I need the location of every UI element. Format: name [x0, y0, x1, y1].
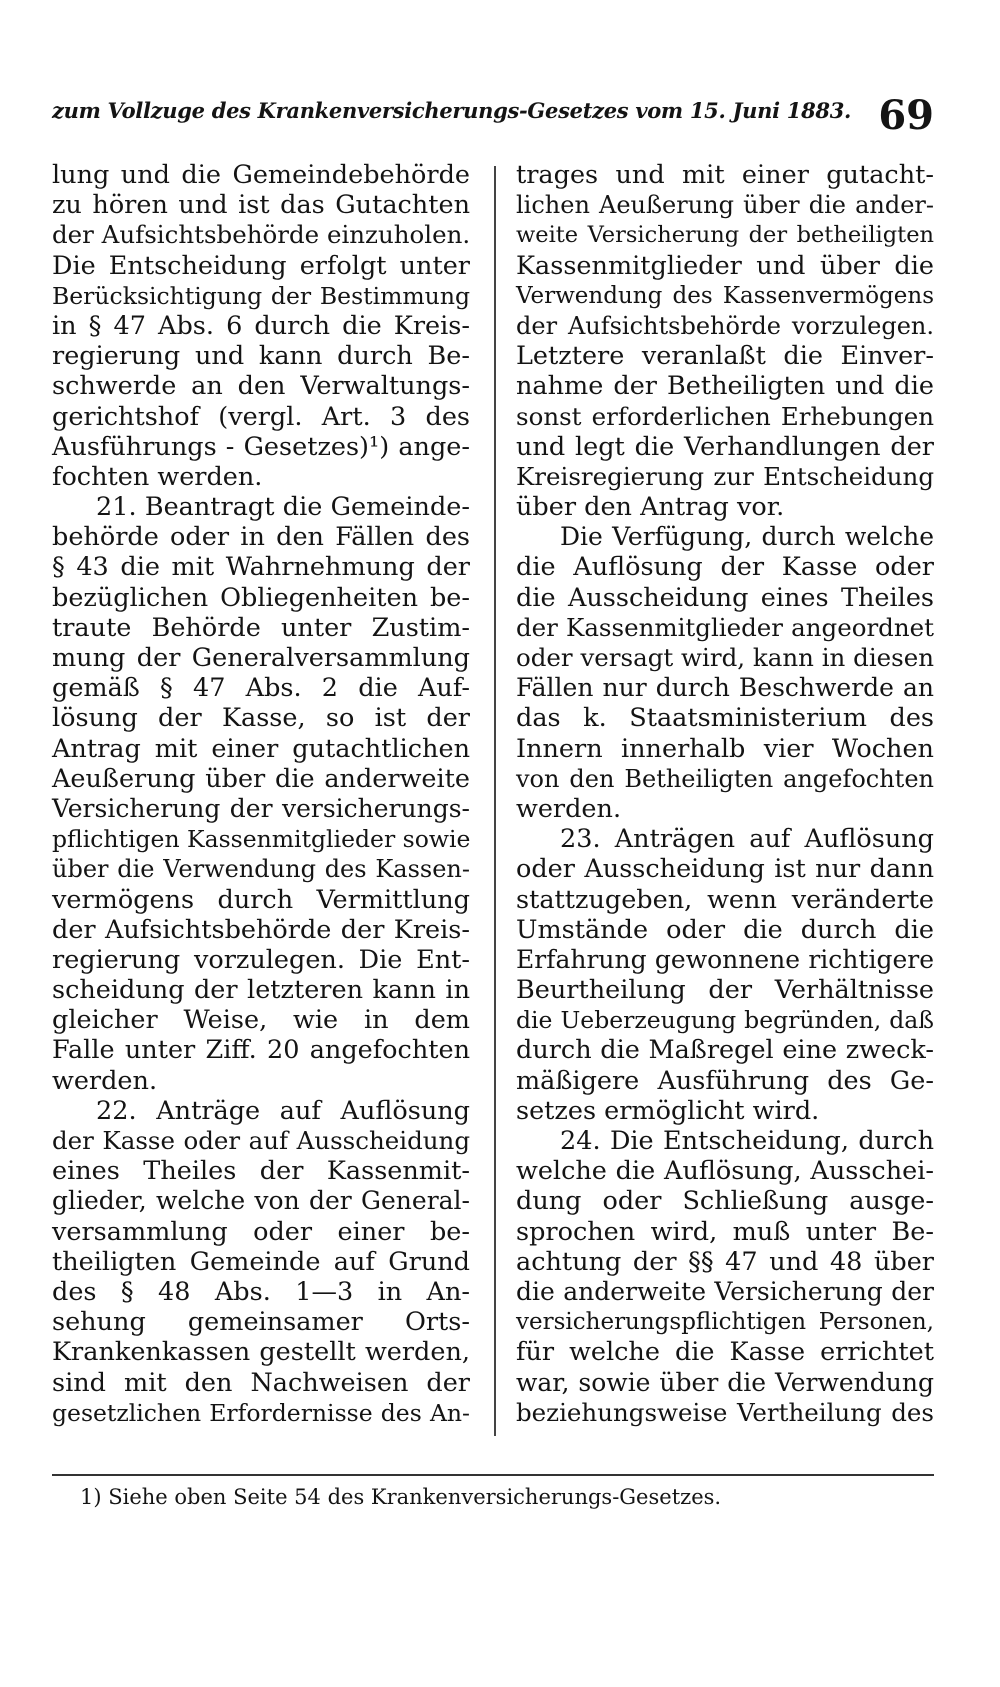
left-column — [52, 160, 470, 1428]
text-line: das k. Staatsministerium des — [516, 703, 934, 734]
text-line: gesetzlichen Erfordernisse des An- — [52, 1398, 470, 1427]
text-line: die anderweite Versicherung der — [516, 1276, 934, 1306]
text-line: für welche die Kasse errichtet — [516, 1337, 934, 1368]
text-line: regierung und kann durch Be- — [52, 341, 470, 372]
text-line: des § 48 Abs. 1—3 in An- — [52, 1276, 470, 1307]
text-line: Die Verfügung, durch welche — [560, 522, 934, 552]
page-number: 69 — [878, 92, 934, 139]
text-line: schwerde an den Verwaltungs- — [52, 371, 470, 402]
text-line: der Aufsichtsbehörde vorzulegen. — [516, 311, 934, 340]
text-line: der Aufsichtsbehörde der Kreis- — [52, 914, 470, 945]
footnote-rule — [52, 1474, 934, 1476]
text-line: Berücksichtigung der Bestimmung — [52, 281, 470, 310]
text-line: gleicher Weise, wie in dem — [52, 1005, 470, 1036]
text-line: Fällen nur durch Beschwerde an — [516, 673, 934, 703]
text-line: mäßigere Ausführung des Ge- — [516, 1065, 934, 1096]
text-line: werden. — [52, 1065, 158, 1096]
text-line: traute Behörde unter Zustim- — [52, 612, 470, 643]
text-line: Kreisregierung zur Entscheidung — [516, 461, 934, 491]
text-line: Falle unter Ziff. 20 angefochten — [52, 1035, 470, 1066]
text-line: vermögens durch Vermittlung — [52, 884, 470, 915]
text-line: eines Theiles der Kassenmit- — [52, 1156, 470, 1187]
text-line: 23. Anträgen auf Auflösung — [560, 824, 934, 855]
text-line: lung und die Gemeindebehörde — [52, 160, 470, 190]
text-line: durch die Maßregel eine zweck- — [516, 1035, 934, 1066]
text-line: der Kassenmitglieder angeordnet — [516, 612, 934, 642]
text-line: oder Ausscheidung ist nur dann — [516, 854, 934, 885]
text-line: von den Betheiligten angefochten — [516, 764, 934, 793]
text-line: versicherungspflichtigen Personen, — [516, 1309, 934, 1336]
text-line: 24. Die Entscheidung, durch — [560, 1126, 934, 1156]
text-line: bezüglichen Obliegenheiten be- — [52, 582, 470, 613]
text-line: dung oder Schließung ausge- — [516, 1186, 934, 1217]
text-line: werden. — [516, 793, 622, 824]
text-line: Aeußerung über die anderweite — [52, 763, 470, 794]
text-line: fochten werden. — [52, 461, 263, 492]
text-line: sonst erforderlichen Erhebungen — [516, 401, 934, 431]
text-line: setzes ermöglicht wird. — [516, 1095, 820, 1126]
text-line: war, sowie über die Verwendung — [516, 1367, 934, 1397]
text-line: stattzugeben, wenn veränderte — [516, 884, 934, 915]
text-line: pflichtigen Kassenmitglieder sowie — [52, 825, 471, 854]
text-line: Krankenkassen gestellt werden, — [52, 1337, 470, 1368]
text-line: trages und mit einer gutacht- — [516, 160, 934, 190]
text-line: lösung der Kasse, so ist der — [52, 703, 470, 734]
text-line: zu hören und ist das Gutachten — [52, 190, 470, 221]
text-line: 21. Beantragt die Gemeinde- — [96, 492, 470, 523]
footnote: 1) Siehe oben Seite 54 des Krankenversicherungs-Gesetzes. — [80, 1485, 722, 1509]
text-line: der Kasse oder auf Ausscheidung — [52, 1126, 470, 1155]
text-line: Ausführungs - Gesetzes)¹) ange- — [52, 431, 470, 462]
text-line: nahme der Betheiligten und die — [516, 371, 934, 402]
running-head: zum Vollzuge des Krankenversicherungs-Gesetzes vom 15. Juni 1883. — [52, 98, 852, 123]
text-line: die Ausscheidung eines Theiles — [516, 582, 934, 613]
column-divider — [494, 166, 496, 1436]
page-header — [52, 92, 934, 140]
text-line: § 43 die mit Wahrnehmung der — [52, 552, 470, 583]
text-line: sind mit den Nachweisen der — [52, 1367, 470, 1398]
text-line: lichen Aeußerung über die ander- — [516, 191, 934, 220]
text-line: Erfahrung gewonnene richtigere — [516, 944, 934, 974]
text-line: Versicherung der versicherungs- — [52, 793, 470, 823]
text-line: weite Versicherung der betheiligten — [516, 222, 934, 249]
text-line: Verwendung des Kassenvermögens — [516, 282, 934, 309]
text-line: in § 47 Abs. 6 durch die Kreis- — [52, 310, 470, 341]
text-line: versammlung oder einer be- — [52, 1216, 470, 1247]
text-line: theiligten Gemeinde auf Grund — [52, 1246, 470, 1277]
text-line: behörde oder in den Fällen des — [52, 522, 470, 553]
text-line: die Ueberzeugung begründen, daß — [516, 1006, 934, 1035]
text-line: 22. Anträge auf Auflösung — [96, 1095, 470, 1126]
text-line: regierung vorzulegen. Die Ent- — [52, 944, 470, 975]
text-line: der Aufsichtsbehörde einzuholen. — [52, 220, 471, 250]
text-line: Innern innerhalb vier Wochen — [516, 733, 934, 764]
text-line: Umstände oder die durch die — [516, 914, 934, 945]
text-line: Letztere veranlaßt die Einver- — [516, 341, 934, 372]
text-line: über die Verwendung des Kassen- — [52, 855, 470, 884]
text-line: mung der Generalversammlung — [52, 643, 470, 673]
text-line: Beurtheilung der Verhältnisse — [516, 975, 934, 1006]
text-line: welche die Auflösung, Ausschei- — [516, 1156, 934, 1187]
text-line: gemäß § 47 Abs. 2 die Auf- — [52, 673, 470, 704]
text-line: glieder, welche von der General- — [52, 1186, 470, 1216]
text-line: Die Entscheidung erfolgt unter — [52, 250, 470, 281]
text-line: Kassenmitglieder und über die — [516, 250, 934, 281]
right-column — [516, 160, 934, 1428]
text-line: sehung gemeinsamer Orts- — [52, 1307, 470, 1338]
text-line: achtung der §§ 47 und 48 über — [516, 1246, 934, 1277]
text-line: über den Antrag vor. — [516, 492, 785, 523]
text-line: und legt die Verhandlungen der — [516, 431, 934, 462]
text-line: die Auflösung der Kasse oder — [516, 552, 934, 583]
text-line: beziehungsweise Vertheilung des — [516, 1397, 934, 1427]
text-line: sprochen wird, muß unter Be- — [516, 1216, 934, 1247]
text-line: oder versagt wird, kann in diesen — [516, 643, 934, 672]
text-line: scheidung der letzteren kann in — [52, 975, 470, 1006]
text-line: Antrag mit einer gutachtlichen — [52, 733, 470, 764]
text-line: gerichtshof (vergl. Art. 3 des — [52, 401, 470, 432]
